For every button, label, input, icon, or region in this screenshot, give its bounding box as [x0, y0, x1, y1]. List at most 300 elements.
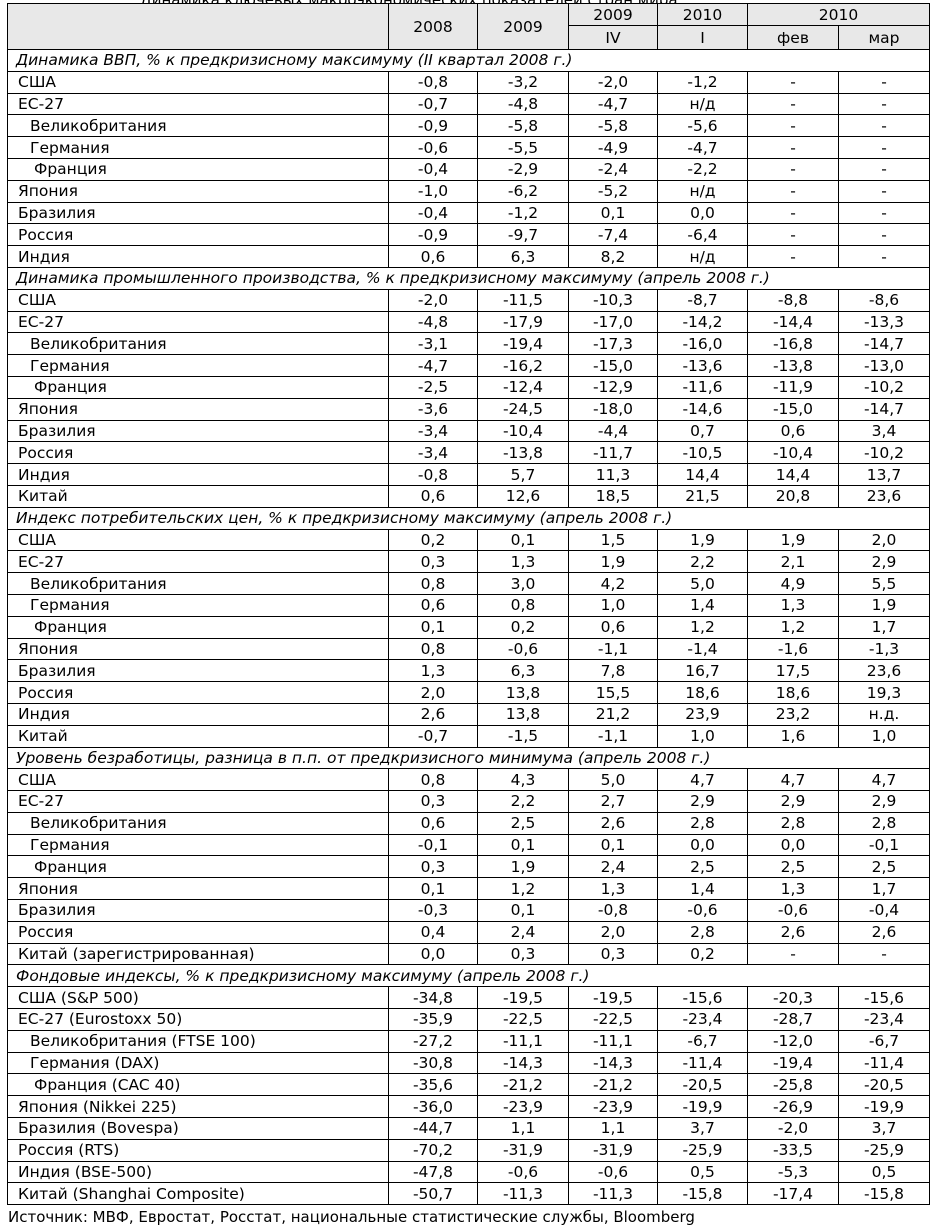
value-cell: -1,6 [748, 638, 839, 660]
country-label: США [8, 289, 389, 311]
value-cell: н.д. [839, 703, 930, 725]
value-cell: -13,8 [478, 442, 569, 464]
value-cell: 4,2 [569, 573, 658, 595]
value-cell: -0,6 [478, 1161, 569, 1183]
value-cell: -1,3 [839, 638, 930, 660]
value-cell: 23,9 [658, 703, 748, 725]
country-label: Япония [8, 638, 389, 660]
value-cell: -13,6 [658, 355, 748, 377]
value-cell: - [839, 180, 930, 202]
table-row [8, 834, 930, 856]
value-cell: -2,0 [748, 1118, 839, 1140]
value-cell: -14,7 [839, 333, 930, 355]
value-cell: -0,6 [658, 900, 748, 922]
value-cell: 3,7 [839, 1118, 930, 1140]
value-cell: 11,3 [569, 464, 658, 486]
value-cell: 1,9 [478, 856, 569, 878]
table-row [8, 1139, 930, 1161]
value-cell: 18,6 [658, 682, 748, 704]
value-cell: -33,5 [748, 1139, 839, 1161]
value-cell: -0,8 [389, 71, 478, 93]
section-header-row [8, 747, 930, 769]
section-title: Фондовые индексы, % к предкризисному максимуму (апрель 2008 г.) [8, 965, 930, 987]
country-label: Франция [8, 856, 389, 878]
value-cell: -0,3 [389, 900, 478, 922]
table-row [8, 551, 930, 573]
country-label: Россия [8, 442, 389, 464]
table-row [8, 420, 930, 442]
value-cell: -8,8 [748, 289, 839, 311]
value-cell: 0,3 [389, 791, 478, 813]
value-cell: 2,2 [658, 551, 748, 573]
value-cell: -5,5 [478, 137, 569, 159]
country-label: Германия (DAX) [8, 1052, 389, 1074]
value-cell: -36,0 [389, 1096, 478, 1118]
value-cell: 0,0 [658, 202, 748, 224]
value-cell: - [748, 93, 839, 115]
col-header-feb: фев [748, 26, 839, 50]
header-corner-cell [8, 4, 389, 50]
value-cell: 2,1 [748, 551, 839, 573]
value-cell: 0,6 [389, 812, 478, 834]
value-cell: 5,5 [839, 573, 930, 595]
value-cell: 21,5 [658, 485, 748, 507]
value-cell: 2,6 [569, 812, 658, 834]
value-cell: 1,0 [658, 725, 748, 747]
value-cell: 0,4 [389, 921, 478, 943]
country-label: Великобритания [8, 333, 389, 355]
value-cell: -0,1 [839, 834, 930, 856]
value-cell: 0,6 [389, 485, 478, 507]
col-header-2008: 2008 [389, 4, 478, 50]
value-cell: 6,3 [478, 660, 569, 682]
country-label: Япония [8, 398, 389, 420]
value-cell: -5,8 [478, 115, 569, 137]
country-label: Индия [8, 246, 389, 268]
value-cell: 0,2 [658, 943, 748, 965]
value-cell: - [839, 115, 930, 137]
value-cell: -0,4 [389, 158, 478, 180]
value-cell: -10,2 [839, 442, 930, 464]
country-label: Германия [8, 355, 389, 377]
value-cell: - [748, 71, 839, 93]
value-cell: 2,5 [839, 856, 930, 878]
value-cell: 2,8 [839, 812, 930, 834]
value-cell: 6,3 [478, 246, 569, 268]
table-row [8, 289, 930, 311]
table-row [8, 703, 930, 725]
value-cell: - [748, 115, 839, 137]
value-cell: -2,9 [478, 158, 569, 180]
value-cell: 23,2 [748, 703, 839, 725]
value-cell: 0,1 [569, 834, 658, 856]
value-cell: -11,9 [748, 376, 839, 398]
value-cell: 0,8 [389, 573, 478, 595]
table-row [8, 442, 930, 464]
value-cell: -1,0 [389, 180, 478, 202]
value-cell: 2,9 [839, 791, 930, 813]
value-cell: -10,3 [569, 289, 658, 311]
value-cell: -8,6 [839, 289, 930, 311]
value-cell: -17,4 [748, 1183, 839, 1205]
value-cell: -11,3 [569, 1183, 658, 1205]
value-cell: н/д [658, 246, 748, 268]
value-cell: 18,5 [569, 485, 658, 507]
value-cell: 3,4 [839, 420, 930, 442]
value-cell: 2,9 [748, 791, 839, 813]
value-cell: 4,3 [478, 769, 569, 791]
value-cell: -28,7 [748, 1009, 839, 1031]
value-cell: -14,2 [658, 311, 748, 333]
value-cell: -0,6 [748, 900, 839, 922]
value-cell: -0,1 [389, 834, 478, 856]
value-cell: - [839, 137, 930, 159]
value-cell: 8,2 [569, 246, 658, 268]
country-label: Бразилия [8, 660, 389, 682]
section-title: Уровень безработицы, разница в п.п. от предкризисного минимума (апрель 2008 г.) [8, 747, 930, 769]
col-header-q1: I [658, 26, 748, 50]
value-cell: -8,7 [658, 289, 748, 311]
table-row [8, 180, 930, 202]
value-cell: -70,2 [389, 1139, 478, 1161]
table-row [8, 137, 930, 159]
table-row [8, 1009, 930, 1031]
value-cell: 14,4 [748, 464, 839, 486]
country-label: Великобритания (FTSE 100) [8, 1030, 389, 1052]
value-cell: -12,9 [569, 376, 658, 398]
value-cell: -5,6 [658, 115, 748, 137]
table-row [8, 311, 930, 333]
table-row [8, 921, 930, 943]
value-cell: -19,9 [658, 1096, 748, 1118]
country-label: Япония (Nikkei 225) [8, 1096, 389, 1118]
country-label: США (S&P 500) [8, 987, 389, 1009]
value-cell: -0,6 [478, 638, 569, 660]
value-cell: -6,7 [658, 1030, 748, 1052]
value-cell: -44,7 [389, 1118, 478, 1140]
col-header-2010-quarter: 2010 [658, 4, 748, 26]
country-label: Россия [8, 682, 389, 704]
value-cell: -5,8 [569, 115, 658, 137]
value-cell: 1,3 [569, 878, 658, 900]
value-cell: -0,9 [389, 224, 478, 246]
value-cell: -17,3 [569, 333, 658, 355]
value-cell: -14,3 [569, 1052, 658, 1074]
value-cell: -0,8 [389, 464, 478, 486]
country-label: Франция [8, 616, 389, 638]
value-cell: 4,7 [839, 769, 930, 791]
value-cell: н/д [658, 180, 748, 202]
value-cell: -19,4 [748, 1052, 839, 1074]
value-cell: н/д [658, 93, 748, 115]
value-cell: -15,0 [569, 355, 658, 377]
value-cell: -19,4 [478, 333, 569, 355]
table-row [8, 878, 930, 900]
country-label: Бразилия [8, 420, 389, 442]
value-cell: 1,9 [658, 529, 748, 551]
value-cell: -1,1 [569, 638, 658, 660]
table-row [8, 943, 930, 965]
value-cell: -10,4 [748, 442, 839, 464]
value-cell: -19,9 [839, 1096, 930, 1118]
table-row [8, 1052, 930, 1074]
source-note-fragment: Источник: МВФ, Евростат, Росстат, национальные статистические службы, Bloomberg [8, 1208, 695, 1226]
value-cell: -22,5 [478, 1009, 569, 1031]
value-cell: -23,9 [569, 1096, 658, 1118]
table-row [8, 987, 930, 1009]
section-header-row [8, 50, 930, 72]
table-row [8, 725, 930, 747]
value-cell: 5,0 [658, 573, 748, 595]
value-cell: -11,5 [478, 289, 569, 311]
table-header [8, 4, 930, 50]
value-cell: 3,0 [478, 573, 569, 595]
value-cell: 4,7 [658, 769, 748, 791]
value-cell: -0,6 [569, 1161, 658, 1183]
value-cell: 2,0 [569, 921, 658, 943]
value-cell: - [839, 246, 930, 268]
value-cell: 2,6 [839, 921, 930, 943]
value-cell: -6,7 [839, 1030, 930, 1052]
value-cell: -4,7 [569, 93, 658, 115]
value-cell: 1,3 [748, 878, 839, 900]
value-cell: 2,0 [839, 529, 930, 551]
table-row [8, 355, 930, 377]
value-cell: -2,0 [389, 289, 478, 311]
value-cell: - [839, 202, 930, 224]
country-label: Германия [8, 137, 389, 159]
value-cell: -6,4 [658, 224, 748, 246]
value-cell: -4,9 [569, 137, 658, 159]
value-cell: -23,9 [478, 1096, 569, 1118]
value-cell: - [748, 202, 839, 224]
value-cell: -13,3 [839, 311, 930, 333]
value-cell: -22,5 [569, 1009, 658, 1031]
table-row [8, 93, 930, 115]
table-row [8, 1161, 930, 1183]
value-cell: - [839, 71, 930, 93]
value-cell: 1,2 [658, 616, 748, 638]
value-cell: -20,3 [748, 987, 839, 1009]
value-cell: 0,1 [478, 900, 569, 922]
table-body [8, 50, 930, 1205]
value-cell: -15,6 [658, 987, 748, 1009]
value-cell: -11,1 [478, 1030, 569, 1052]
value-cell: -0,9 [389, 115, 478, 137]
value-cell: 1,4 [658, 594, 748, 616]
value-cell: 19,3 [839, 682, 930, 704]
value-cell: 1,4 [658, 878, 748, 900]
table-row [8, 791, 930, 813]
value-cell: -1,5 [478, 725, 569, 747]
country-label: Бразилия [8, 900, 389, 922]
value-cell: 1,9 [748, 529, 839, 551]
value-cell: -30,8 [389, 1052, 478, 1074]
table-row [8, 638, 930, 660]
value-cell: 4,9 [748, 573, 839, 595]
value-cell: -3,2 [478, 71, 569, 93]
value-cell: -10,5 [658, 442, 748, 464]
table-row [8, 660, 930, 682]
value-cell: 0,6 [389, 594, 478, 616]
value-cell: 1,1 [478, 1118, 569, 1140]
value-cell: 2,5 [658, 856, 748, 878]
table-row [8, 71, 930, 93]
value-cell: 0,6 [569, 616, 658, 638]
table-row [8, 856, 930, 878]
value-cell: 0,0 [748, 834, 839, 856]
value-cell: -2,5 [389, 376, 478, 398]
value-cell: 0,1 [569, 202, 658, 224]
table-row [8, 900, 930, 922]
value-cell: -14,3 [478, 1052, 569, 1074]
value-cell: 2,5 [478, 812, 569, 834]
value-cell: -9,7 [478, 224, 569, 246]
value-cell: -1,2 [478, 202, 569, 224]
value-cell: -19,5 [478, 987, 569, 1009]
value-cell: 14,4 [658, 464, 748, 486]
value-cell: 0,6 [389, 246, 478, 268]
value-cell: 0,1 [389, 616, 478, 638]
table-row [8, 246, 930, 268]
value-cell: -3,4 [389, 442, 478, 464]
section-header-row [8, 507, 930, 529]
country-label: ЕС-27 [8, 791, 389, 813]
value-cell: -16,0 [658, 333, 748, 355]
value-cell: -15,0 [748, 398, 839, 420]
country-label: Индия [8, 703, 389, 725]
table-row [8, 1118, 930, 1140]
table-row [8, 1183, 930, 1205]
value-cell: 1,0 [839, 725, 930, 747]
value-cell: -23,4 [839, 1009, 930, 1031]
value-cell: 16,7 [658, 660, 748, 682]
value-cell: 0,3 [569, 943, 658, 965]
value-cell: -15,8 [839, 1183, 930, 1205]
table-row [8, 616, 930, 638]
value-cell: -17,9 [478, 311, 569, 333]
value-cell: -0,8 [569, 900, 658, 922]
section-title: Индекс потребительских цен, % к предкризисному максимуму (апрель 2008 г.) [8, 507, 930, 529]
value-cell: -12,4 [478, 376, 569, 398]
value-cell: 23,6 [839, 485, 930, 507]
value-cell: - [839, 93, 930, 115]
table-row [8, 1030, 930, 1052]
value-cell: -1,1 [569, 725, 658, 747]
country-label: Япония [8, 878, 389, 900]
country-label: Китай [8, 485, 389, 507]
value-cell: 1,0 [569, 594, 658, 616]
value-cell: - [839, 158, 930, 180]
value-cell: - [748, 137, 839, 159]
table-row [8, 1096, 930, 1118]
value-cell: -7,4 [569, 224, 658, 246]
value-cell: 1,2 [748, 616, 839, 638]
value-cell: -26,9 [748, 1096, 839, 1118]
table-row [8, 485, 930, 507]
value-cell: -31,9 [569, 1139, 658, 1161]
value-cell: 1,7 [839, 878, 930, 900]
table-row [8, 115, 930, 137]
value-cell: -19,5 [569, 987, 658, 1009]
country-label: Германия [8, 834, 389, 856]
country-label: Франция [8, 376, 389, 398]
section-header-row [8, 267, 930, 289]
value-cell: -0,6 [389, 137, 478, 159]
value-cell: -12,0 [748, 1030, 839, 1052]
value-cell: 0,6 [748, 420, 839, 442]
section-header-row [8, 965, 930, 987]
country-label: ЕС-27 (Eurostoxx 50) [8, 1009, 389, 1031]
table-row [8, 1074, 930, 1096]
value-cell: -47,8 [389, 1161, 478, 1183]
value-cell: 1,6 [748, 725, 839, 747]
table-row [8, 158, 930, 180]
value-cell: 7,8 [569, 660, 658, 682]
value-cell: - [748, 943, 839, 965]
value-cell: 2,5 [748, 856, 839, 878]
value-cell: -0,7 [389, 93, 478, 115]
value-cell: 0,2 [389, 529, 478, 551]
value-cell: -3,1 [389, 333, 478, 355]
value-cell: - [839, 224, 930, 246]
value-cell: 21,2 [569, 703, 658, 725]
value-cell: -14,7 [839, 398, 930, 420]
value-cell: -2,0 [569, 71, 658, 93]
value-cell: - [748, 246, 839, 268]
value-cell: -3,6 [389, 398, 478, 420]
macro-indicators-table [7, 3, 930, 1205]
value-cell: 0,5 [658, 1161, 748, 1183]
value-cell: -11,3 [478, 1183, 569, 1205]
country-label: Россия [8, 921, 389, 943]
cut-off-source-note [0, 1207, 939, 1226]
value-cell: -34,8 [389, 987, 478, 1009]
value-cell: -20,5 [658, 1074, 748, 1096]
value-cell: -6,2 [478, 180, 569, 202]
value-cell: 2,9 [839, 551, 930, 573]
value-cell: -0,4 [839, 900, 930, 922]
value-cell: 2,8 [748, 812, 839, 834]
value-cell: -15,8 [658, 1183, 748, 1205]
value-cell: -25,9 [658, 1139, 748, 1161]
value-cell: 0,1 [478, 834, 569, 856]
value-cell: 12,6 [478, 485, 569, 507]
table-row [8, 529, 930, 551]
value-cell: 1,2 [478, 878, 569, 900]
country-label: Германия [8, 594, 389, 616]
value-cell: -4,4 [569, 420, 658, 442]
section-title: Динамика ВВП, % к предкризисному максимуму (II квартал 2008 г.) [8, 50, 930, 72]
value-cell: -15,6 [839, 987, 930, 1009]
country-label: ЕС-27 [8, 311, 389, 333]
value-cell: 0,5 [839, 1161, 930, 1183]
country-label: США [8, 529, 389, 551]
value-cell: -0,7 [389, 725, 478, 747]
value-cell: -16,2 [478, 355, 569, 377]
value-cell: -0,4 [389, 202, 478, 224]
value-cell: 0,1 [389, 878, 478, 900]
value-cell: -11,6 [658, 376, 748, 398]
value-cell: - [839, 943, 930, 965]
value-cell: 1,3 [748, 594, 839, 616]
value-cell: 0,2 [478, 616, 569, 638]
value-cell: -13,0 [839, 355, 930, 377]
value-cell: 2,8 [658, 921, 748, 943]
country-label: Великобритания [8, 115, 389, 137]
value-cell: 3,7 [658, 1118, 748, 1140]
col-header-q4: IV [569, 26, 658, 50]
